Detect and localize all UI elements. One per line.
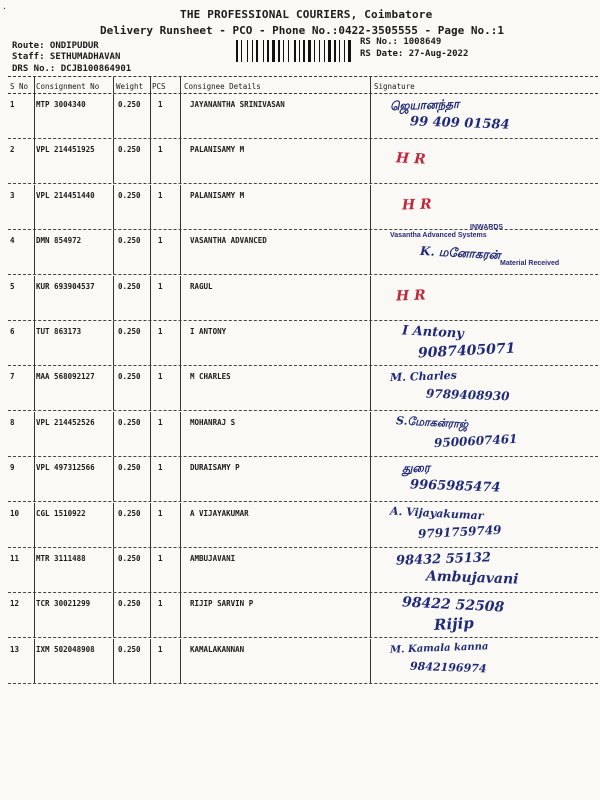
handwritten-signature: A. Vijayakumar: [389, 504, 484, 523]
delivery-table: [8, 76, 598, 676]
handwritten-signature: H R: [395, 150, 427, 169]
rs-number: RS No.: 1008649: [360, 37, 442, 47]
row-pcs: 1: [158, 417, 163, 427]
row-consignment-no: VPL 214451440: [36, 190, 95, 200]
row-consignment-no: KUR 693904537: [36, 281, 95, 291]
col-sno: S No: [10, 82, 29, 91]
row-weight: 0.250: [118, 190, 141, 200]
row-consignee: KAMALAKANNAN: [190, 644, 245, 654]
row-sno: 13: [10, 644, 20, 654]
corner-mark: .: [2, 2, 7, 11]
row-consignee: AMBUJAVANI: [190, 554, 236, 563]
handwritten-signature: துரை: [401, 460, 431, 476]
col-consignee: Consignee Details: [184, 82, 261, 91]
row-pcs: 1: [158, 644, 163, 654]
row-consignment-no: DMN 854972: [36, 236, 82, 246]
row-sno: 8: [10, 417, 15, 427]
handwritten-signature: 98432 55132: [395, 550, 492, 569]
received-stamp: INWARDS: [470, 224, 504, 232]
handwritten-signature: ஜெயானந்தா: [389, 96, 460, 114]
handwritten-signature: S.மோகன்ராஜ்: [395, 413, 469, 431]
runsheet-subtitle: Delivery Runsheet - PCO - Phone No.:0422-3505555 - Page No.:1: [100, 24, 504, 37]
row-consignee: PALANISAMY M: [190, 190, 245, 200]
row-consignee: A VIJAYAKUMAR: [190, 508, 249, 518]
signature-cell: [380, 457, 598, 502]
row-sno: 1: [10, 100, 15, 109]
row-pcs: 1: [158, 281, 163, 291]
row-weight: 0.250: [118, 327, 141, 336]
received-stamp: Material Received: [500, 260, 560, 268]
handwritten-signature: H R: [395, 287, 427, 305]
row-weight: 0.250: [118, 463, 141, 473]
row-pcs: 1: [158, 190, 163, 200]
row-consignee: RIJIP SARVIN P: [190, 599, 254, 609]
row-consignee: I ANTONY: [190, 327, 227, 336]
received-stamp: Vasantha Advanced Systems: [390, 232, 487, 240]
table-row: [8, 139, 598, 184]
signature-cell: [380, 593, 598, 638]
row-consignment-no: VPL 214452526: [36, 417, 95, 427]
col-pcs: PCS: [152, 82, 166, 91]
row-weight: 0.250: [118, 417, 141, 427]
handwritten-signature: M. Kamala kanna: [389, 641, 489, 656]
handwritten-phone: 99 409 01584: [409, 114, 510, 133]
row-consignment-no: VPL 497312566: [36, 463, 95, 473]
signature-cell: [380, 139, 598, 184]
table-row: [8, 366, 598, 411]
rs-date: RS Date: 27-Aug-2022: [360, 49, 469, 59]
handwritten-phone: 9789408930: [425, 386, 510, 404]
row-sno: 7: [10, 372, 15, 382]
row-pcs: 1: [158, 100, 163, 109]
signature-cell: [380, 366, 598, 411]
handwritten-signature: K. மனோகரன்: [419, 244, 501, 263]
row-consignee: DURAISAMY P: [190, 463, 240, 473]
col-consignment: Consignment No: [36, 82, 100, 91]
col-weight: Weight: [116, 82, 144, 91]
row-sno: 2: [10, 145, 15, 155]
table-row: [8, 593, 598, 638]
signature-cell: [380, 503, 598, 548]
row-consignee: M CHARLES: [190, 372, 231, 382]
row-weight: 0.250: [118, 236, 141, 246]
row-sno: 12: [10, 599, 20, 609]
row-sno: 6: [10, 327, 15, 336]
handwritten-phone: 9500607461: [433, 431, 518, 450]
handwritten-signature: I Antony: [401, 323, 465, 342]
row-consignment-no: CGL 1510922: [36, 508, 86, 518]
route-info: Route: ONDIPUDUR: [12, 41, 99, 51]
row-weight: 0.250: [118, 508, 141, 518]
company-title: THE PROFESSIONAL COURIERS, Coimbatore: [180, 8, 433, 21]
signature-cell: [380, 639, 598, 684]
handwritten-phone: 9791759749: [417, 522, 502, 541]
signature-cell: [380, 224, 598, 275]
table-row: [8, 185, 598, 230]
table-row: [8, 548, 598, 593]
signature-cell: [380, 276, 598, 321]
handwritten-signature: 98422 52508: [401, 594, 505, 617]
row-sno: 10: [10, 508, 20, 518]
col-signature: Signature: [374, 82, 415, 91]
barcode: [236, 40, 354, 62]
row-consignee: VASANTHA ADVANCED: [190, 236, 267, 246]
row-consignment-no: TUT 863173: [36, 327, 82, 336]
row-consignee: MOHANRAJ S: [190, 417, 236, 427]
row-consignment-no: TCR 30021299: [36, 599, 91, 609]
handwritten-phone: 9087405071: [417, 340, 516, 362]
row-sno: 5: [10, 281, 15, 291]
row-consignee: PALANISAMY M: [190, 145, 245, 155]
row-consignee: JAYANANTHA SRINIVASAN: [190, 100, 285, 109]
row-pcs: 1: [158, 327, 163, 336]
handwritten-phone: 9965985474: [409, 477, 501, 496]
row-weight: 0.250: [118, 100, 141, 109]
row-sno: 3: [10, 190, 15, 200]
row-weight: 0.250: [118, 644, 141, 654]
signature-cell: [380, 548, 598, 593]
signature-cell: [380, 94, 598, 139]
row-pcs: 1: [158, 599, 163, 609]
row-sno: 11: [10, 554, 20, 563]
row-sno: 4: [10, 236, 15, 246]
row-consignment-no: VPL 214451925: [36, 145, 95, 155]
table-header: [8, 76, 598, 94]
row-pcs: 1: [158, 145, 163, 155]
signature-cell: [380, 321, 598, 366]
table-row: [8, 412, 598, 457]
handwritten-signature: M. Charles: [389, 369, 458, 385]
table-row: [8, 224, 598, 275]
handwritten-signature: H R: [401, 196, 433, 214]
row-consignment-no: MTP 3004340: [36, 100, 86, 109]
staff-info: Staff: SETHUMADHAVAN: [12, 52, 121, 62]
row-pcs: 1: [158, 508, 163, 518]
row-consignment-no: MAA 568092127: [36, 372, 95, 382]
row-pcs: 1: [158, 463, 163, 473]
row-pcs: 1: [158, 236, 163, 246]
row-weight: 0.250: [118, 145, 141, 155]
drs-number: DRS No.: DCJB100864901: [12, 64, 132, 74]
row-consignment-no: MTR 3111488: [36, 554, 86, 563]
signature-cell: [380, 185, 598, 230]
row-consignee: RAGUL: [190, 281, 213, 291]
row-weight: 0.250: [118, 372, 141, 382]
handwritten-phone: 9842196974: [409, 659, 487, 676]
row-sno: 9: [10, 463, 15, 473]
row-pcs: 1: [158, 372, 163, 382]
row-consignment-no: IXM 502048908: [36, 644, 95, 654]
row-weight: 0.250: [118, 281, 141, 291]
row-pcs: 1: [158, 554, 163, 563]
table-row: [8, 276, 598, 321]
row-weight: 0.250: [118, 554, 141, 563]
row-weight: 0.250: [118, 599, 141, 609]
handwritten-phone: Rijip: [433, 614, 475, 635]
signature-cell: [380, 412, 598, 457]
table-row: [8, 639, 598, 684]
table-row: [8, 503, 598, 548]
table-row: [8, 94, 598, 139]
handwritten-phone: Ambujavani: [425, 568, 519, 588]
table-row: [8, 457, 598, 502]
table-row: [8, 321, 598, 366]
